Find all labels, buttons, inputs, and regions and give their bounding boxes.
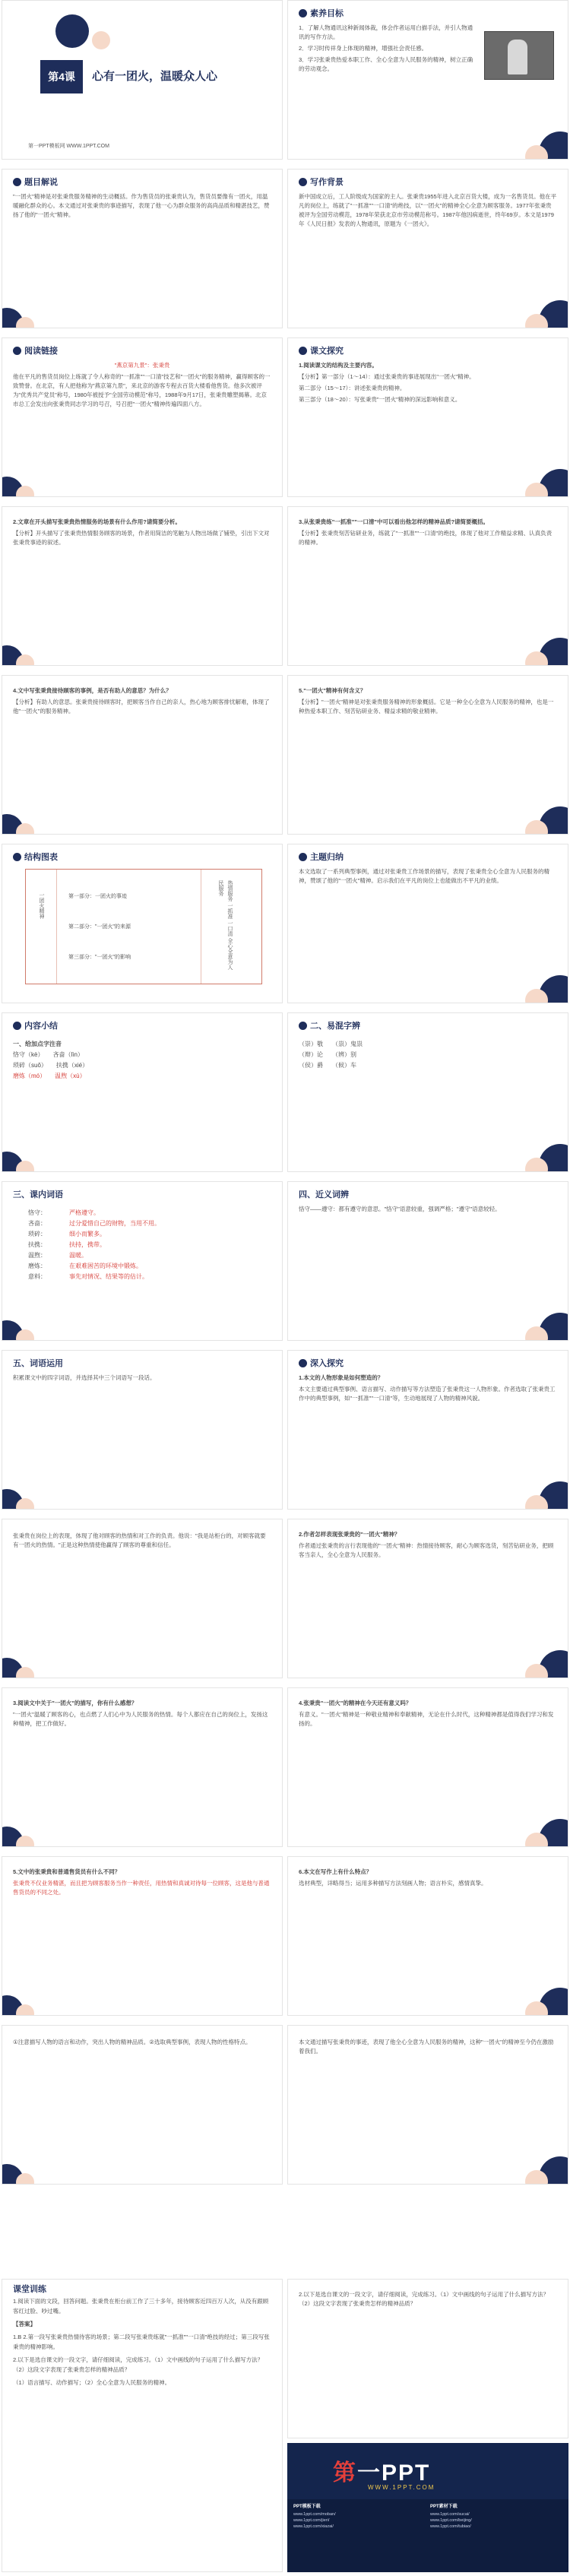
decor-circle-small [16, 486, 34, 497]
bullet-icon [13, 347, 21, 355]
slide-deep-4[interactable] [287, 1687, 568, 1847]
list-item: 琐碎（suǒ） 扶携（xié） [13, 1062, 89, 1069]
bullet-icon [299, 1022, 307, 1030]
slide-header: 阅读链接 [13, 344, 58, 356]
analysis: 【分析】张秉贵刻苦钻研业务，练就了"一抓准""一口清"的绝技，体现了他对工作精益求精、认真负责的精神。 [299, 530, 553, 546]
divider [56, 870, 57, 984]
slide-summary[interactable] [2, 1012, 283, 1172]
slide-deep-6[interactable] [287, 1856, 568, 2016]
slide-q4[interactable] [2, 675, 283, 835]
slide-header: 二、易混字辨 [299, 1019, 360, 1031]
slide-word-use[interactable] [2, 1350, 283, 1510]
bullet-icon [299, 853, 307, 861]
slide-writing-tips[interactable] [2, 2025, 283, 2185]
site-url: 第一PPT模板网 WWW.1PPT.COM [28, 144, 109, 149]
slide-header: 结构图表 [13, 851, 58, 863]
decor-circle-small [16, 2173, 34, 2185]
analysis: 张秉贵不仅业务精湛，而且把为顾客服务当作一种责任，用热情和真诚对待每一位顾客，这是他与普通售货员的不同之处。 [13, 1880, 270, 1896]
slide-header: 四、近义词辨 [299, 1190, 349, 1199]
slide-theme[interactable] [287, 844, 568, 1003]
slide-body: 新中国成立后，工人阶级成为国家的主人。张秉贵1955年进入北京百货大楼，成为一名售货员。他在平凡的岗位上，练就了"一抓准""一口清"的绝技，以"一团火"的精神全心全意为顾客服务。1977年张秉贵被评为全国劳动模范，1978年荣获北京市劳动模范称号。1987年他因病逝世，终年69岁。本文是1979年《人民日报》发表的人物通讯，原题为《一团火》。 [299, 193, 557, 227]
bullet-icon [13, 853, 21, 861]
structure-table [25, 869, 262, 984]
slide-answers[interactable] [2, 2279, 283, 2572]
list-item: 恪守（kè） 吝啬（lìn） [13, 1051, 84, 1058]
slide-body: 本文选取了一系列典型事例，通过对张秉贵工作场景的描写，表现了张秉贵全心全意为人民服务的精神，赞颂了他的"一团火"精神。启示我们在平凡的岗位上也能做出不平凡的业绩。 [299, 868, 549, 884]
slide-q5[interactable] [287, 675, 568, 835]
row-5 [0, 675, 570, 844]
row-4 [0, 506, 570, 675]
decor-circle-small [16, 1329, 34, 1341]
slide-chars[interactable] [287, 1012, 568, 1172]
word-item: 磨炼： 在艰难困苦的环境中锻炼。 [28, 1263, 142, 1269]
goal-line: 1．了解人物通讯这种新闻体裁，体会作者运用白描手法，并引人物通讯的写作方法。 [299, 24, 473, 40]
decor-circle-small [16, 1667, 34, 1678]
slide-header: 主题归纳 [299, 851, 344, 863]
brand-url: WWW.1PPT.COM [368, 2484, 435, 2491]
row-2 [0, 169, 570, 337]
slide-header: 素养目标 [299, 7, 344, 19]
slide-body [13, 2296, 271, 2387]
slide-header: 写作背景 [299, 176, 344, 188]
question: 4.文中写张秉贵接待顾客的事例，是否有助人的意思？为什么？ [13, 687, 172, 694]
analysis: "一团火"温暖了顾客的心，也点燃了人们心中为人民服务的热情。每个人都应在自己的岗位上，发扬这种精神，把工作做好。 [13, 1711, 268, 1727]
answer-note: （1）语言描写、动作描写；（2）全心全意为人民服务的精神。 [13, 2379, 171, 2386]
slide-body [13, 1868, 271, 1900]
word-item: 琐碎： 细小而繁多。 [28, 1231, 106, 1237]
slide-body [299, 518, 557, 550]
link-item[interactable]: www.1ppt.com/beijing/ [430, 2518, 472, 2523]
link-item[interactable]: www.1ppt.com/tubiao/ [430, 2524, 471, 2529]
subtitle: "燕京第九景"：张秉贵 [114, 362, 170, 369]
slide-body: 张秉贵在岗位上的表现，体现了他对顾客的热情和对工作的负责。他说："我是站柜台的，对顾客就要有一团火的热情。"正是这种热情使他赢得了顾客的尊重和信任。 [13, 1532, 266, 1548]
question: 2.作者怎样表现张秉贵的"一团火"精神？ [299, 1531, 401, 1538]
goal-line: 2．学习时传祥身上体现的精神，增强社会责任感。 [299, 45, 428, 52]
decor-circle-small [16, 1498, 34, 1510]
question: 5.文中的张秉贵和普通售货员有什么不同？ [13, 1868, 121, 1875]
slide-body [299, 361, 557, 407]
slide-body: 本文通过描写张秉贵的事迹，表现了他全心全意为人民服务的精神，这种"一团火"的精神至今仍在激励着我们。 [299, 2039, 554, 2055]
word-item: 扶携： 扶持，携带。 [28, 1241, 106, 1248]
analysis: 有意义。"一团火"精神是一种敬业精神和奉献精神，无论在什么时代，这种精神都是值得我们学习和发扬的。 [299, 1711, 554, 1727]
slide-synonyms[interactable] [287, 1181, 568, 1341]
row-11 [0, 1687, 570, 1856]
list-title: 一、给加点字注音 [13, 1041, 62, 1047]
structure-row: 第三部分："一团火"的影响 [68, 955, 131, 960]
portrait-photo [484, 31, 554, 80]
slide-header: 课文探究 [299, 344, 344, 356]
title-slide[interactable] [2, 0, 283, 160]
slide-structure[interactable] [2, 844, 283, 1003]
decor-circle [55, 14, 89, 48]
slide-explore[interactable] [287, 337, 568, 497]
structure-row: 第二部分："一团火"的来源 [68, 924, 131, 930]
row-3 [0, 337, 570, 506]
analysis: 【分析】"一团火"精神是对张秉贵服务精神的形象概括。它是一种全心全意为人民服务的精神，也是一种热爱本职工作、刻苦钻研业务、精益求精的敬业精神。 [299, 699, 554, 714]
analysis: 本文主要通过典型事例、语言描写、动作描写等方法塑造了张秉贵这一人物形象。作者选取了张秉贵工作中的典型事例，如"一抓准""一口清"等，生动地展现了人物的精神风貌。 [299, 1386, 556, 1402]
slide-deep-1[interactable] [287, 1350, 568, 1510]
bullet-icon [299, 347, 307, 355]
decor-circle-small [16, 1836, 34, 1847]
slide-header: 深入探究 [299, 1357, 344, 1369]
decor-circle-small [92, 31, 110, 49]
char-list [299, 1039, 557, 1071]
slide-body [299, 1530, 557, 1562]
link-column [293, 2504, 423, 2530]
structure-row: 第一部分：一团火的事迹 [68, 894, 127, 899]
row-9 [0, 1350, 570, 1519]
slide-body [13, 1699, 271, 1731]
promo-banner[interactable] [287, 2443, 568, 2572]
pinyin-list [13, 1039, 271, 1082]
slide-body [13, 361, 271, 411]
lesson-badge: 第4课 [40, 60, 83, 93]
slide-header: 三、课内词语 [13, 1190, 63, 1199]
analysis: 【分析】有助人的意思。张秉贵接待顾客时，把顾客当作自己的亲人，热心地为顾客排忧解难，体现了他"一团火"的服务精神。 [13, 699, 270, 714]
row-14 [0, 2194, 570, 2277]
left-column: 一团火精神 [39, 892, 44, 919]
slide-body: "一团火"精神是对张秉贵服务精神的生动概括。作为售货员的张秉贵认为，售货员要像有一团火，用温暖融化群众的心。本文通过对张秉贵的事迹描写，表现了他一心为群众服务的高尚品质和精湛技艺，赞扬了他的"一团火"精神。 [13, 193, 270, 218]
slide-body: 2.以下是选自课文的一段文字，请仔细阅读，完成练习。（1）文中画线的句子运用了什么描写方法？（2）这段文字表现了张秉贵怎样的精神品质？ [299, 2291, 549, 2307]
slide-body [299, 1868, 557, 1890]
exercise: 2.以下是选自课文的一段文字，请仔细阅读，完成练习。（1）文中画线的句子运用了什么描写方法？（2）这段文字表现了张秉贵怎样的精神品质？ [13, 2356, 264, 2373]
slide-header: 五、词语运用 [13, 1359, 63, 1368]
link-column [430, 2504, 559, 2530]
slide-background[interactable] [287, 169, 568, 328]
slide-goals[interactable] [287, 0, 568, 160]
word-item: 温煦： 温暖。 [28, 1252, 87, 1259]
row-6 [0, 844, 570, 1012]
slide-body [299, 1699, 557, 1731]
question: 4.张秉贵"一团火"的精神在今天还有意义吗？ [299, 1700, 412, 1706]
analysis: 作者通过张秉贵的言行表现他的"一团火"精神：热情接待顾客，耐心为顾客选货，刻苦钻研业务，把顾客当亲人，全心全意为人民服务。 [299, 1542, 554, 1558]
list-item: （侯）爵 （候）车 [299, 1062, 356, 1069]
slide-practice-2[interactable] [287, 2279, 568, 2438]
exercise: 1.阅读下面的文段，回答问题。张秉贵在柜台前工作了三十多年，接待顾客近四百万人次，从没有跟顾客红过脸、吵过嘴。 [13, 2298, 269, 2315]
slide-body: 恪守——遵守：都有遵守的意思。"恪守"语意较重，强调严格；"遵守"语意较轻。 [299, 1206, 501, 1212]
person-figure [508, 40, 527, 74]
row-7 [0, 1012, 570, 1181]
slide-deep-5[interactable] [2, 1856, 283, 2016]
slide-q2[interactable] [2, 506, 283, 666]
list-item: （崇）敬 （祟）鬼祟 [299, 1041, 363, 1047]
word-list [28, 1208, 160, 1282]
question: 5."一团火"精神有何含义？ [299, 687, 366, 694]
row-12 [0, 1856, 570, 2025]
goal-line: 3．学习张秉贵热爱本职工作、全心全意为人民服务的精神，树立正确的劳动观念。 [299, 56, 473, 72]
row-10 [0, 1519, 570, 1687]
bullet-icon [299, 1359, 307, 1367]
decor-circle-small [16, 317, 34, 328]
answer-line: 第二部分（15～17）：讲述张秉贵的精神。 [299, 385, 406, 391]
slide-body [299, 24, 477, 76]
decor-circle-small [16, 2004, 34, 2016]
slide-body: 积累课文中的四字词语，并选择其中三个词语写一段话。 [13, 1374, 156, 1381]
decor-circle-small [16, 1161, 34, 1172]
slide-body [13, 686, 271, 718]
link-item[interactable]: www.1ppt.com/moban/ [293, 2512, 336, 2517]
column-title: PPT素材下载 [430, 2505, 458, 2509]
decor-circle-small [16, 823, 34, 835]
row-13 [0, 2025, 570, 2194]
question: 1.本文的人物形象是如何塑造的？ [299, 1374, 384, 1381]
slide-conclusion[interactable] [287, 2025, 568, 2185]
slide-deep-3[interactable] [2, 1687, 283, 1847]
slide-body [13, 518, 271, 550]
word-item: 恪守： 严格遵守。 [28, 1209, 100, 1216]
slide-deep-cont[interactable] [2, 1519, 283, 1678]
row-1 [0, 0, 570, 169]
right-column: 热情服务 一抓准 一口清 全心全意为人民服务 [218, 880, 233, 970]
column-title: PPT模板下载 [293, 2505, 321, 2509]
bullet-icon [299, 178, 307, 186]
slide-body: ①注意描写人物的语言和动作，突出人物的精神品质。②选取典型事例，表现人物的性格特点。 [13, 2039, 252, 2045]
question: 3.从张秉贵练"一抓准""一口清"中可以看出他怎样的精神品质?请简要概括。 [299, 518, 489, 525]
lesson-title: 心有一团火，温暖众人心 [92, 70, 218, 83]
answer-line: 第三部分（18～20）：写张秉贵"一团火"精神的深远影响和意义。 [299, 396, 461, 403]
question: 2.文章在开头描写张秉贵热情服务的场景有什么作用?请简要分析。 [13, 518, 181, 525]
decor-circle-small [16, 654, 34, 666]
slide-body [299, 1374, 557, 1405]
row-8 [0, 1181, 570, 1350]
slide-header: 内容小结 [13, 1019, 58, 1031]
slide-header: 题目解说 [13, 176, 58, 188]
answer-label: 【答案】 [13, 2321, 36, 2327]
bullet-icon [13, 1022, 21, 1030]
paragraph: 他在平凡的售货员岗位上练就了令人称奇的"一抓准""一口清"技艺和"一团火"的服务精神，赢得顾客的一致赞誉。在北京，有人把他称为"燕京第九景"，来北京的游客专程去百货大楼看他售货。他多次被评为"优秀共产党员"称号，1980年被授予"全国劳动模范"称号，1988年9月17日，张秉贵雕塑揭幕。北京市总工会发出向张秉贵同志学习的号召，号召把"一团火"精神传遍四面八方。 [13, 373, 271, 407]
word-item: 吝啬： 过分爱惜自己的财物，当用不用。 [28, 1220, 160, 1227]
analysis: 【分析】开头描写了张秉贵热情服务顾客的场景，作者用简洁的笔触为人物出场做了铺垫，引出下文对张秉贵事迹的叙述。 [13, 530, 270, 546]
bullet-icon [13, 178, 21, 186]
brand-logo: 第一PPT [333, 2460, 431, 2486]
slide-deep-2[interactable] [287, 1519, 568, 1678]
bullet-icon [299, 9, 307, 17]
link-item[interactable]: www.1ppt.com/xiazai/ [293, 2524, 334, 2529]
answer-text: 1.B 2.第一段写张秉贵热情待客的场景；第二段写张秉贵练就"一抓准""一口清"绝技的经过；第三段写张秉贵的精神影响。 [13, 2334, 270, 2350]
analysis: 选材典型，详略得当；运用多种描写方法刻画人物；语言朴实，感情真挚。 [299, 1880, 487, 1887]
answer-line: 【分析】第一部分（1～14）：通过张秉贵的事迹展现出"一团火"精神。 [299, 373, 475, 380]
question: 1.阅读课文的结构及主要内容。 [299, 362, 378, 369]
question: 3.阅读文中关于"一团火"的描写，你有什么感想？ [13, 1700, 138, 1706]
word-item: 意料： 事先对情况、结果等的估计。 [28, 1273, 148, 1280]
slide-reading-link[interactable] [2, 337, 283, 497]
link-item[interactable]: www.1ppt.com/sucai/ [430, 2512, 470, 2517]
question: 6.本文在写作上有什么特点？ [299, 1868, 372, 1875]
slide-title-explain[interactable] [2, 169, 283, 328]
slide-words[interactable] [2, 1181, 283, 1341]
slide-body [299, 686, 557, 718]
list-item: 磨炼（mó） 温煦（xù） [13, 1073, 86, 1079]
slide-header: 课堂训练 [13, 2285, 46, 2294]
link-item[interactable]: www.1ppt.com/jieri/ [293, 2518, 330, 2523]
slide-q3[interactable] [287, 506, 568, 666]
list-item: （辩）论 （辨）别 [299, 1051, 356, 1058]
